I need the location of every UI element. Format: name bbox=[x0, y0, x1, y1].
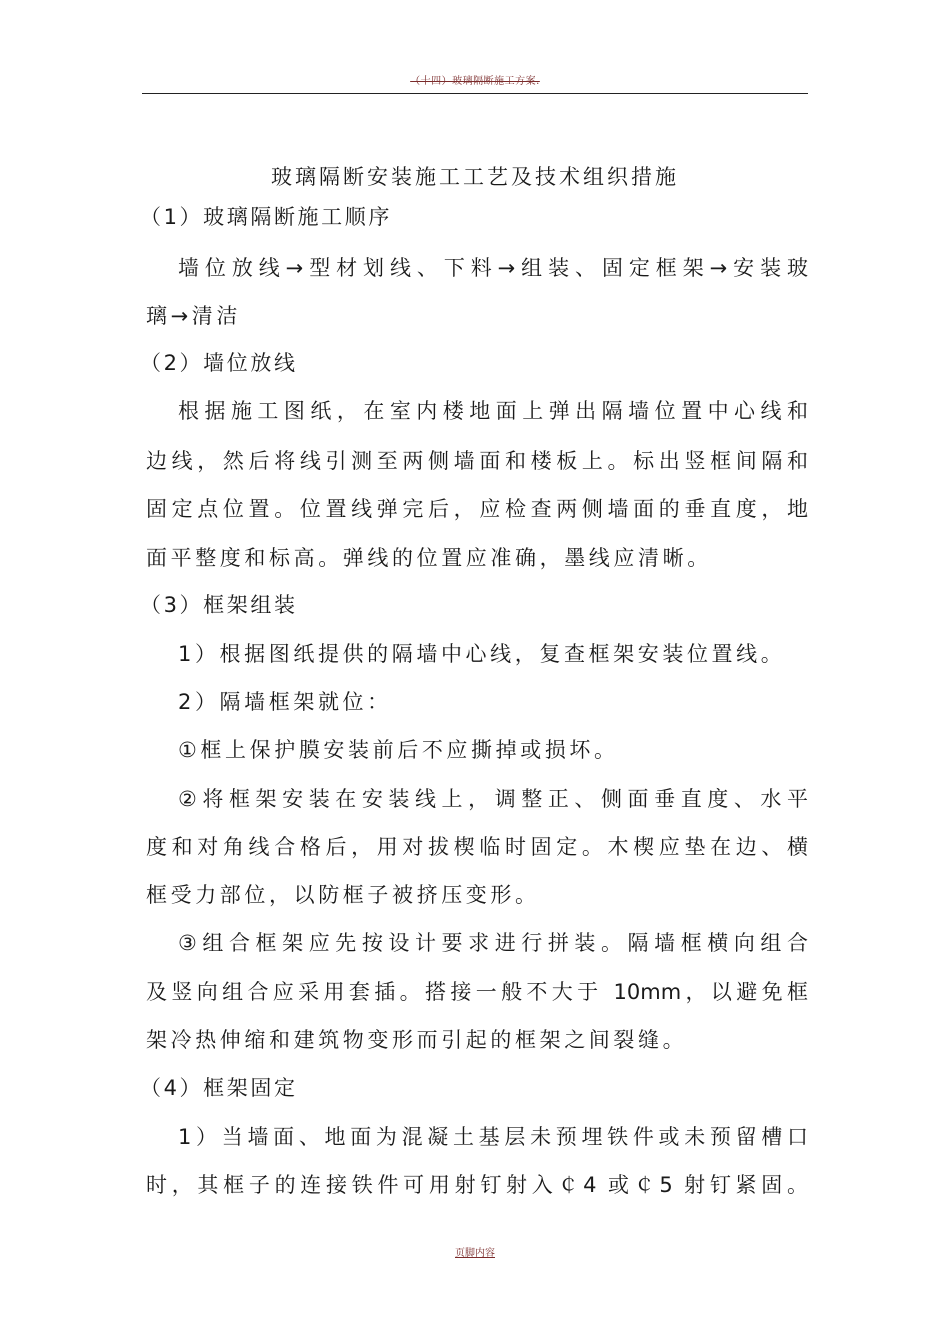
paragraph-line: 璃→清洁 bbox=[146, 304, 241, 328]
paragraph-line: 及竖向组合应采用套插。搭接一般不大于 10mm，以避免框 bbox=[146, 980, 808, 1004]
section-heading-3: （3）框架组装 bbox=[140, 593, 298, 617]
list-item: ②将框架安装在安装线上，调整正、侧面垂直度、水平 bbox=[178, 787, 808, 811]
paragraph-line: 框受力部位，以防框子被挤压变形。 bbox=[146, 883, 540, 907]
paragraph-line: 边线，然后将线引测至两侧墙面和楼板上。标出竖框间隔和 bbox=[146, 449, 808, 473]
section-heading-2: （2）墙位放线 bbox=[140, 351, 298, 375]
section-heading-1: （1）玻璃隔断施工顺序 bbox=[140, 205, 392, 229]
paragraph-line: 根据施工图纸，在室内楼地面上弹出隔墙位置中心线和 bbox=[178, 399, 808, 423]
list-item: 1）根据图纸提供的隔墙中心线，复查框架安装位置线。 bbox=[178, 642, 786, 666]
paragraph-line: 固定点位置。位置线弹完后，应检查两侧墙面的垂直度，地 bbox=[146, 497, 808, 521]
running-footer: 页脚内容 bbox=[455, 1248, 495, 1259]
list-item: ①框上保护膜安装前后不应撕掉或损坏。 bbox=[178, 738, 619, 762]
list-item: 2）隔墙框架就位： bbox=[178, 690, 392, 714]
paragraph-line: 架冷热伸缩和建筑物变形而引起的框架之间裂缝。 bbox=[146, 1028, 688, 1052]
list-item: 1）当墙面、地面为混凝土基层未预埋铁件或未预留槽口 bbox=[178, 1125, 808, 1149]
paragraph-line: 度和对角线合格后，用对拔楔临时固定。木楔应垫在边、横 bbox=[146, 835, 808, 859]
paragraph-line: 时，其框子的连接铁件可用射钉射入￠4 或￠5 射钉紧固。 bbox=[146, 1173, 808, 1197]
paragraph-line: 面平整度和标高。弹线的位置应准确，墨线应清晰。 bbox=[146, 546, 712, 570]
document-title: 玻璃隔断安装施工工艺及技术组织措施 bbox=[271, 165, 679, 189]
paragraph-line: 墙位放线→型材划线、下料→组装、固定框架→安装玻 bbox=[178, 256, 808, 280]
section-heading-4: （4）框架固定 bbox=[140, 1076, 298, 1100]
list-item: ③组合框架应先按设计要求进行拼装。隔墙框横向组合 bbox=[178, 931, 808, 955]
running-header: （十四）玻璃隔断施工方案. bbox=[410, 76, 540, 87]
header-rule bbox=[142, 93, 808, 94]
